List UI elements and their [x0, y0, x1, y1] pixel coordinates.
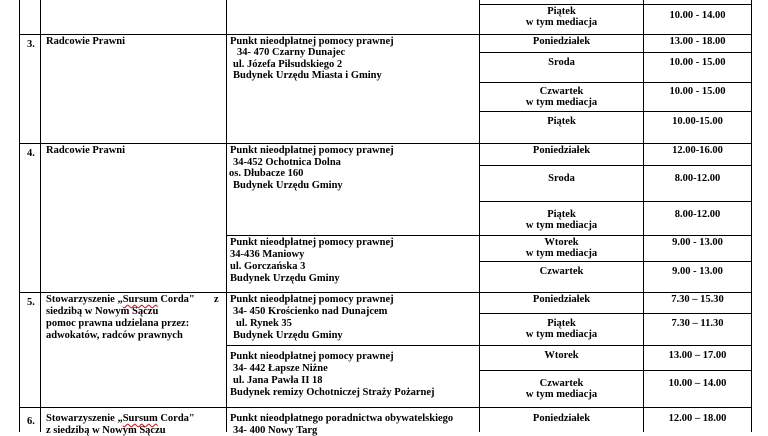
point-line: 34- 400 Nowy Targ [233, 425, 318, 436]
day-sub: w tym mediacja [525, 97, 598, 108]
point-line: 34- 442 Łapsze Niżne [233, 363, 328, 374]
rule-row-5-b [226, 345, 752, 346]
day-hours: 7.30 – 15.30 [671, 294, 724, 305]
day-hours: 10.00-15.00 [672, 116, 723, 127]
org-name-part: Stowarzyszenie „ [46, 294, 123, 305]
point-line: Budynek Urzędu Gminy [230, 273, 340, 284]
point-line: Budynek Urzędu Gminy [233, 180, 343, 191]
org-name-flagged-word: Sursum [122, 294, 158, 305]
day-label: Czwartek [539, 86, 584, 97]
day-hours: 13.00 – 17.00 [668, 350, 727, 361]
rule-row-4-a [479, 165, 752, 166]
day-label: Sroda [548, 173, 575, 184]
day-label: Piątek [547, 6, 576, 17]
point-line: Punkt nieodpłatnej pomocy prawnej [230, 237, 394, 248]
day-label: Czwartek [539, 266, 584, 277]
point-line: Punkt nieodpłatnej pomocy prawnej [230, 145, 394, 156]
day-hours: 13.00 - 18.00 [669, 36, 726, 47]
rule-row-5-a [479, 313, 752, 314]
day-hours: 12.00 – 18.00 [668, 413, 727, 424]
day-label: Sroda [548, 57, 575, 68]
point-line: Punkt nieodpłatnej pomocy prawnej [230, 294, 394, 305]
day-hours: 9.00 - 13.00 [672, 237, 723, 248]
day-hours: 10.00 – 14.00 [668, 378, 727, 389]
org-line: pomoc prawna udzielana przez: [46, 318, 190, 329]
day-hours: 10.00 - 15.00 [669, 86, 726, 97]
day-label: Poniedziałek [532, 294, 591, 305]
org-name: Radcowie Prawni [46, 145, 126, 156]
point-line: ul. Rynek 35 [236, 318, 292, 329]
day-sub: w tym mediacja [525, 389, 598, 400]
day-label: Poniedziałek [532, 413, 591, 424]
day-hours: 10.00 - 14.00 [669, 10, 726, 21]
rule-row-3-c [479, 111, 752, 112]
point-line: 34- 450 Krościenko nad Dunajcem [233, 306, 388, 317]
point-line: Punkt nieodpłatnej pomocy prawnej [230, 36, 394, 47]
point-line: os. Dłubacze 160 [229, 168, 304, 179]
rule-row-4-b [479, 201, 752, 202]
day-hours: 12.00-16.00 [672, 145, 723, 156]
day-hours: 7.30 – 11.30 [671, 318, 724, 329]
org-name [46, 294, 195, 305]
day-hours: 8.00-12.00 [674, 209, 721, 220]
point-line: Budynek Urzędu Miasta i Gminy [233, 70, 382, 81]
day-sub: w tym mediacja [525, 17, 598, 28]
rule-row-3-a [479, 52, 752, 53]
day-label: Piątek [547, 318, 576, 329]
day-label: Piątek [547, 116, 576, 127]
day-label: Piątek [547, 209, 576, 220]
point-line: ul. Jana Pawła II 18 [233, 375, 323, 386]
day-label: Wtorek [544, 350, 579, 361]
rule-row-5-c [479, 370, 752, 371]
point-line: 34-452 Ochotnica Dolna [233, 157, 341, 168]
org-name-z: z [214, 294, 219, 305]
point-line: 34-436 Maniowy [230, 249, 305, 260]
point-line: Punkt nieodpłatnej pomocy prawnej [230, 351, 394, 362]
rule-row-3-b [479, 82, 752, 83]
point-line: Budynek remizy Ochotniczej Straży Pożarnej [230, 387, 435, 398]
point-line: Punkt nieodpłatnego poradnictwa obywatelskiego [230, 413, 454, 424]
org-name-part: Corda" [157, 294, 195, 305]
day-sub: w tym mediacja [525, 220, 598, 231]
day-hours: 10.00 - 15.00 [669, 57, 726, 68]
day-sub: w tym mediacja [525, 248, 598, 259]
point-line: ul. Gorczańska 3 [230, 261, 306, 272]
org-name-part: Stowarzyszenie „ [46, 413, 123, 424]
col-rule-num [40, 0, 41, 432]
day-label: Poniedziałek [532, 36, 591, 47]
col-rule-right [751, 0, 752, 432]
rule-row-top-inner [479, 4, 752, 5]
org-line: adwokatów, radców prawnych [46, 330, 183, 341]
org-name [46, 413, 195, 424]
org-name-flagged-word: Sursum [122, 413, 158, 424]
day-sub: w tym mediacja [525, 329, 598, 340]
row-number: 6. [27, 416, 35, 427]
day-label: Poniedziałek [532, 145, 591, 156]
rule-row-4-d [479, 261, 752, 262]
point-line: Budynek Urzędu Gminy [233, 330, 343, 341]
point-line: 34- 470 Czarny Dunajec [237, 47, 346, 58]
org-line: z siedzibą w Nowym Sączu [46, 425, 166, 436]
row-number: 5. [27, 297, 35, 308]
org-name-part: Corda" [157, 413, 195, 424]
col-rule-org [226, 0, 227, 432]
row-number: 3. [27, 39, 35, 50]
day-label: Wtorek [544, 237, 579, 248]
col-rule-left [19, 0, 20, 432]
day-hours: 9.00 - 13.00 [672, 266, 723, 277]
point-line: ul. Józefa Piłsudskiego 2 [233, 59, 343, 70]
row-number: 4. [27, 148, 35, 159]
day-hours: 8.00-12.00 [674, 173, 721, 184]
org-line: siedzibą w Nowym Sączu [46, 306, 159, 317]
org-name: Radcowie Prawni [46, 36, 126, 47]
day-label: Czwartek [539, 378, 584, 389]
rule-row-4-c [226, 235, 752, 236]
